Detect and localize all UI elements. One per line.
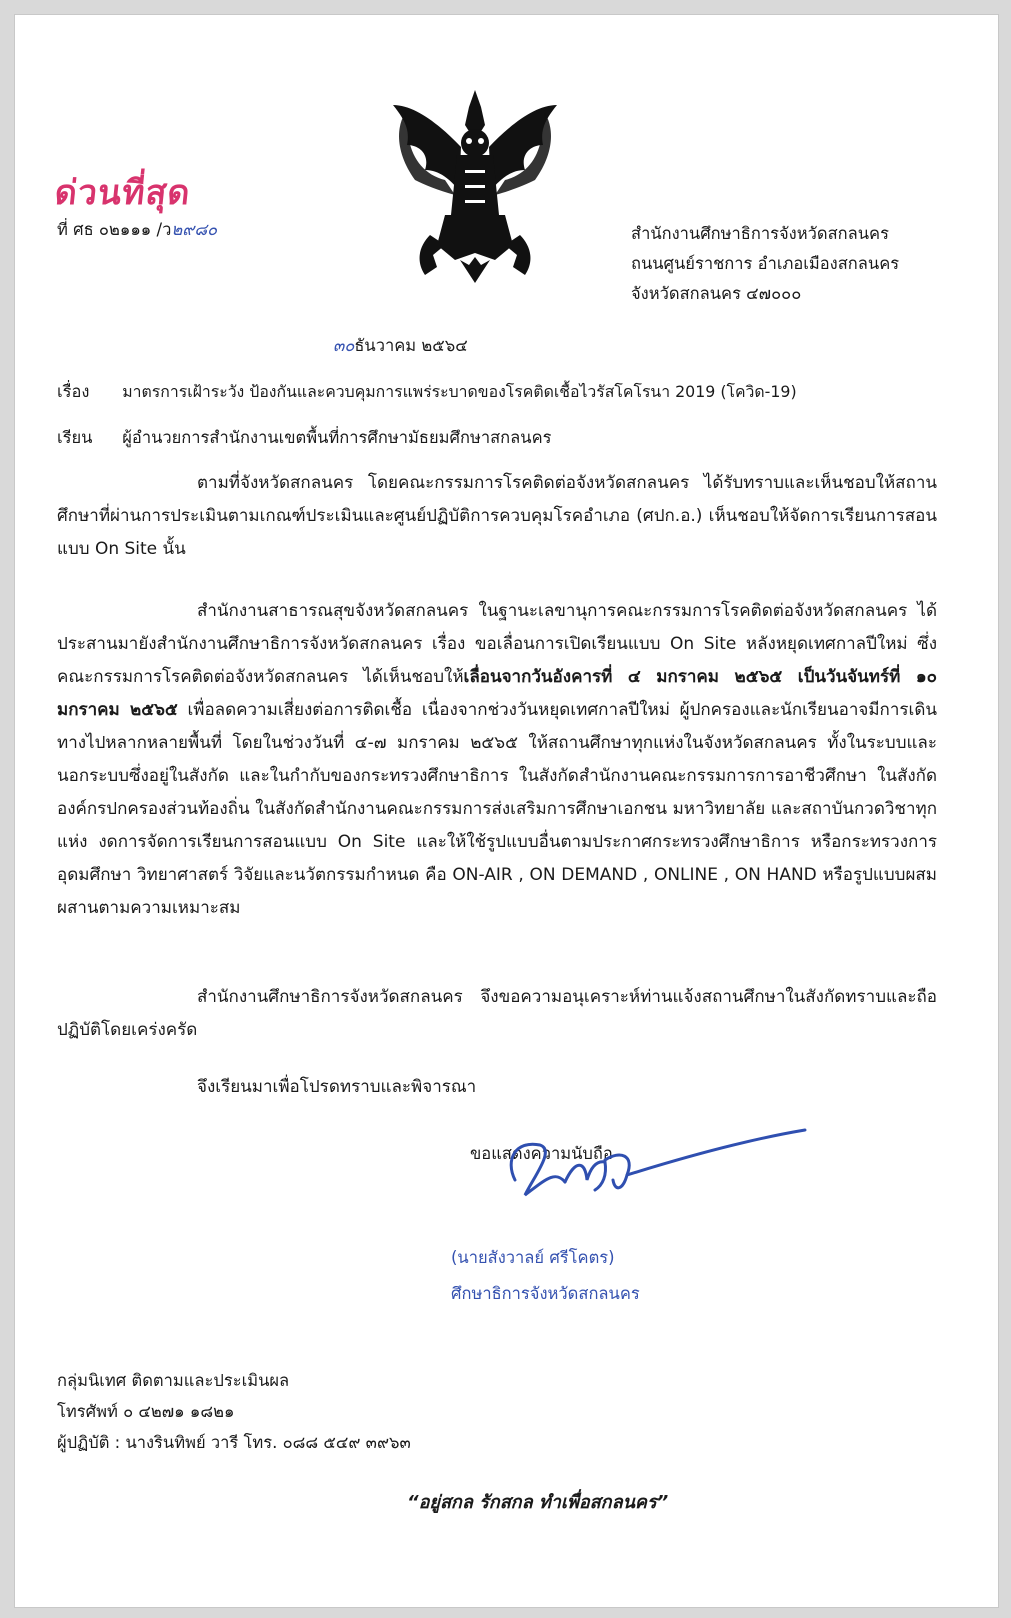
office-address-line: ถนนศูนย์ราชการ อำเภอเมืองสกลนคร [631,254,900,273]
subject-text: มาตรการเฝ้าระวัง ป้องกันและควบคุมการแพร่ระบาดของโรคติดเชื้อไวรัสโคโรนา 2019 (โควิด-19) [122,382,797,401]
document-page [14,14,999,1608]
office-address-line: สำนักงานศึกษาธิการจังหวัดสกลนคร [631,224,889,243]
contact-block [57,1365,411,1458]
department-line: กลุ่มนิเทศ ติดตามและประเมินผล [57,1371,290,1390]
officer-line: ผู้ปฏิบัติ : นางรินทิพย์ วารี โทร. ๐๘๘ ๕๔๙ ๓๙๖๓ [57,1433,411,1452]
motto: “อยู่สกล รักสกล ทำเพื่อสกลนคร” [407,1492,669,1513]
body-paragraph-2 [57,595,937,925]
recipient-text: ผู้อำนวยการสำนักงานเขตพื้นที่การศึกษามัธยมศึกษาสกลนคร [122,428,552,447]
reference-handwritten-number: ๒๙๘๐ [171,220,218,239]
signatory-position: ศึกษาธิการจังหวัดสกลนคร [451,1284,640,1303]
recipient-label: เรียน [57,428,93,447]
reference-prefix: ที่ ศธ ๐๒๑๑๑ /ว [57,220,172,239]
letter-date [333,335,468,356]
subject-line [57,381,797,402]
paragraph-2-text-b: เพื่อลดความเสี่ยงต่อการติดเชื้อ เนื่องจากช่วงวันหยุดเทศกาลปีใหม่ ผู้ปกครองและนักเรียนอาจมีการเดินทางไปหลากหลายพื้นที่ โดยในช่วงวันที่ ๔-๗ มกราคม ๒๕๖๕ ให้สถานศึกษาทุกแห่งในจังหวัดสกลนคร ทั้งในระบบและนอกระบบซึ่งอยู่ในสังกัด และในกำกับของกระทรวงศึกษาธิการ ในสังกัดสำนักงานคณะกรรมการการอาชีวศึกษา ในสังกัดองค์กรปกครองส่วนท้องถิ่น ในสังกัดสำนักงานคณะกรรมการส่งเสริมการศึกษาเอกชน มหาวิทยาลัย และสถาบันกวดวิชาทุกแห่ง งดการจัดการเรียนการสอนแบบ On Site และให้ใช้รูปแบบอื่นตามประกาศกระทรวงศึกษาธิการ หรือกระทรวงการอุดมศึกษา วิทยาศาสตร์ วิจัยและนวัตกรรมกำหนด คือ ON-AIR , ON DEMAND , ONLINE , ON HAND หรือรูปแบบผสมผสานตามความเหมาะสม [57,700,938,918]
body-paragraph-3: สำนักงานศึกษาธิการจังหวัดสกลนคร จึงขอความอนุเคราะห์ท่านแจ้งสถานศึกษาในสังกัดทราบและถือปฏิบัติโดยเคร่งครัด [57,987,937,1040]
closing-salutation: ขอแสดงความนับถือ [470,1144,613,1163]
body-paragraph-1: ตามที่จังหวัดสกลนคร โดยคณะกรรมการโรคติดต่อจังหวัดสกลนคร ได้รับทราบและเห็นชอบให้สถานศึกษาที่ผ่านการประเมินตามเกณฑ์ประเมินและศูนย์ปฏิบัติการควบคุมโรคอำเภอ (ศปก.อ.) เห็นชอบให้จัดการเรียนการสอนแบบ On Site นั้น [57,473,937,559]
handwritten-signature-icon [495,1100,835,1220]
date-month-year: ธันวาคม ๒๕๖๔ [354,336,468,355]
office-address-line: จังหวัดสกลนคร ๔๗๐๐๐ [631,284,802,303]
urgent-stamp: ด่วนที่สุด [52,173,193,213]
garuda-emblem-icon [385,85,565,285]
phone-line: โทรศัพท์ ๐ ๔๒๗๑ ๑๘๒๑ [57,1402,235,1421]
signatory-name: (นายสังวาลย์ ศรีโคตร) [451,1248,615,1267]
subject-label: เรื่อง [57,382,90,401]
office-address [631,219,899,309]
date-day-handwritten: ๓๐ [333,336,355,355]
paragraph-2-bold-dates: เลื่อนจากวันอังคารที่ ๔ มกราคม ๒๕๖๕ เป็นวันจันทร์ที่ ๑๐ มกราคม ๒๕๖๕ [57,667,937,720]
reference-number [57,219,217,240]
body-paragraph-closing: จึงเรียนมาเพื่อโปรดทราบและพิจารณา [197,1077,477,1097]
paragraph-2-text-a: สำนักงานสาธารณสุขจังหวัดสกลนคร ในฐานะเลขานุการคณะกรรมการโรคติดต่อจังหวัดสกลนคร ได้ประสานมายังสำนักงานศึกษาธิการจังหวัดสกลนคร เรื่อง ขอเลื่อนการเปิดเรียนแบบ On Site หลังหยุดเทศกาลปีใหม่ ซึ่งคณะกรรมการโรคติดต่อจังหวัดสกลนคร ได้เห็นชอบให้ [57,601,937,687]
recipient-line [57,427,551,448]
